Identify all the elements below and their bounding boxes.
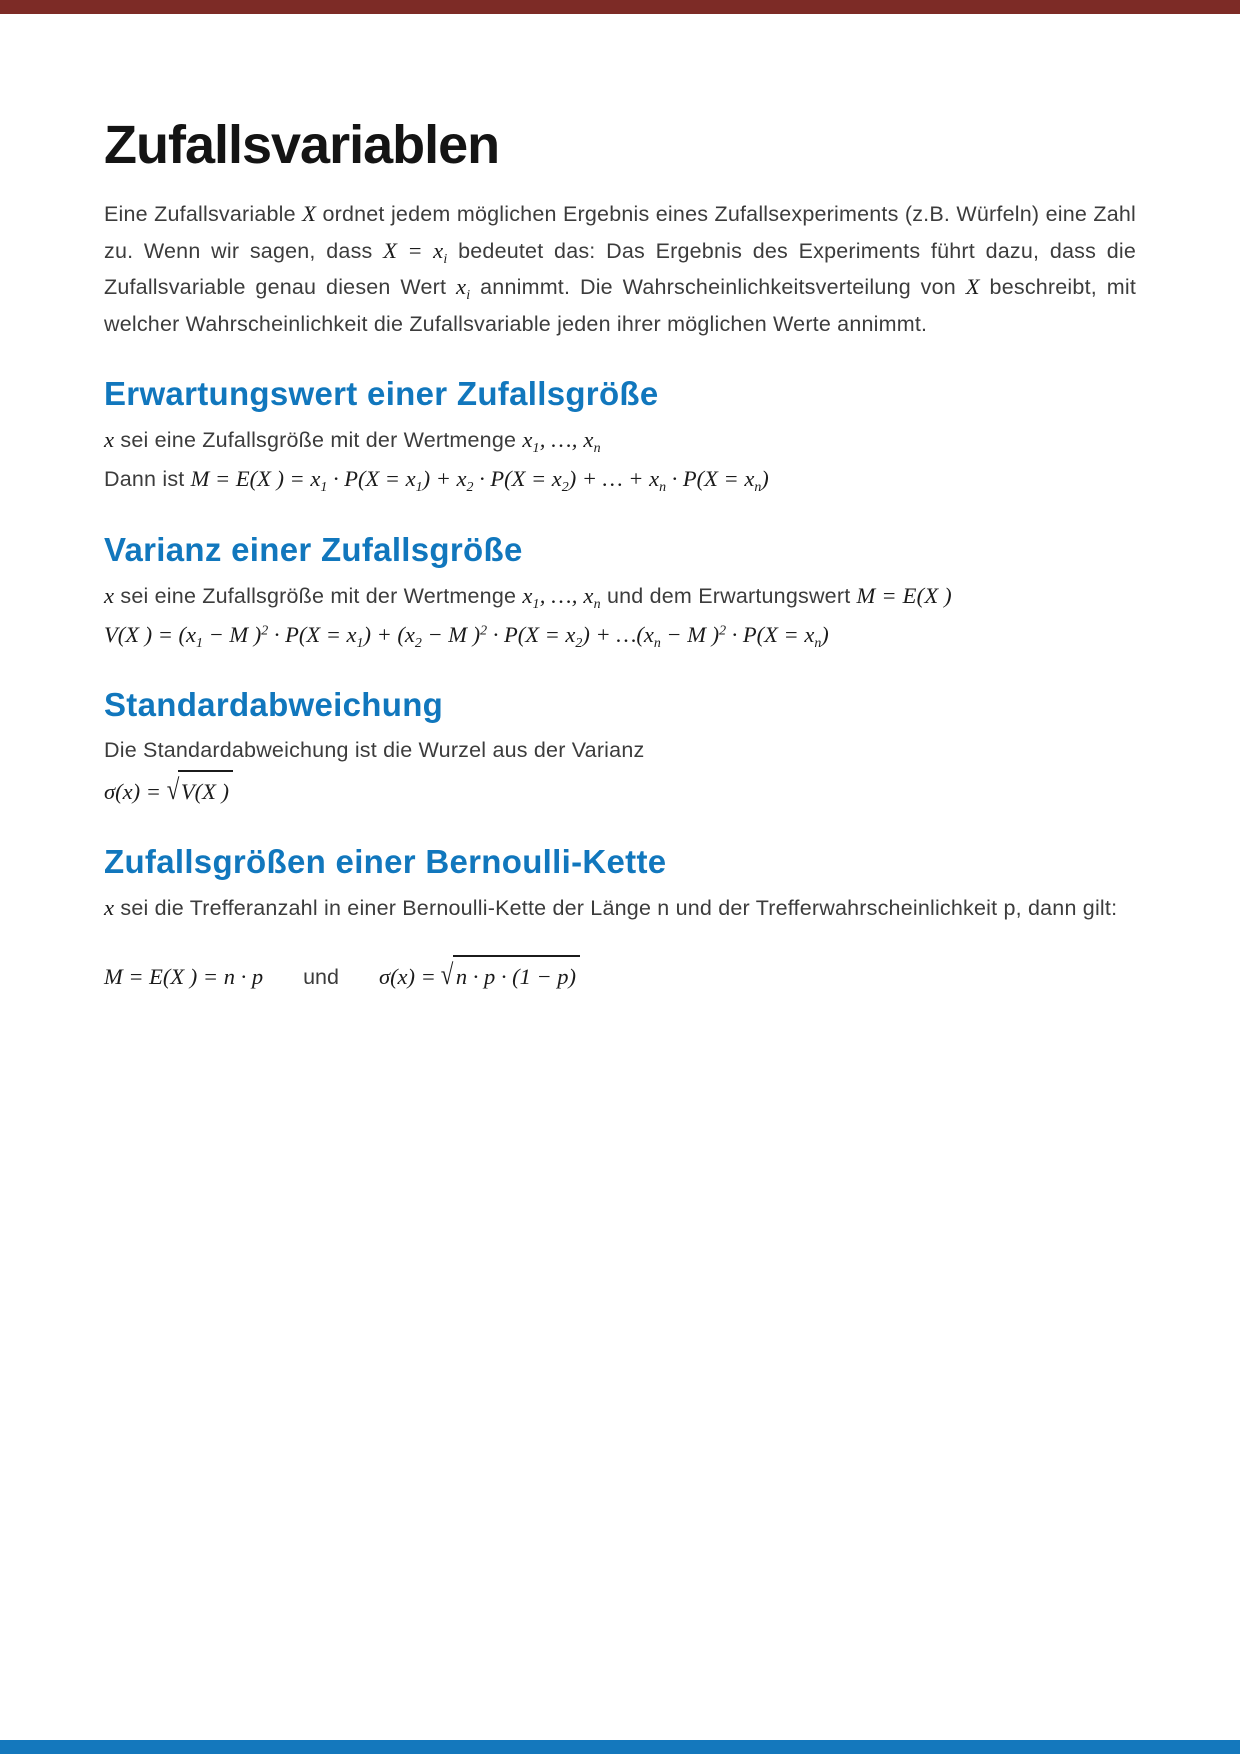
- math-segment: V(X ) = ($x_1 - M$ )$^2 \cdot P(X = x_1) + (x_2 - M$ )$^2 \cdot P(X = x_2)$ + $\dots(x_n - M$ )$^2 \cdot P(X = x_n)$: [104, 622, 829, 651]
- text-segment: sei die Trefferanzahl in einer Bernoulli-Kette der Länge n und der Trefferwahrscheinlichkeit p, dann gilt:: [114, 896, 1118, 920]
- math-segment: x: [104, 427, 115, 452]
- section-heading: Zufallsgrößen einer Bernoulli-Kette: [104, 843, 667, 880]
- page-title: Zufallsvariablen: [104, 115, 500, 175]
- text-segment: Die Standardabweichung ist die Wurzel aus der Varianz: [104, 738, 645, 762]
- text-line: [104, 891, 1136, 925]
- formula-line: [104, 770, 1136, 810]
- connector-label: und: [303, 965, 339, 989]
- text-segment: ordnet jedem möglichen Ergebnis eines Zufallsexperiments (z.B. Würfeln) eine Zahl zu. Wenn wir sagen, dass: [104, 202, 1136, 263]
- math-segment: $X = x_i$: [383, 237, 448, 267]
- math-segment: M = E(X ) = n · p: [104, 964, 264, 989]
- section-heading: Standardabweichung: [104, 686, 444, 723]
- text-segment: sei eine Zufallsgröße mit der Wertmenge: [114, 428, 523, 452]
- text-line: [104, 423, 1136, 457]
- text-line: [104, 579, 1136, 613]
- section-varianz: [104, 529, 1136, 653]
- square-root: √n · p · (1 − p): [441, 955, 580, 995]
- text-segment: und dem Erwartungswert: [600, 584, 857, 608]
- intro-paragraph: [104, 196, 1136, 342]
- section-heading: Erwartungswert einer Zufallsgröße: [104, 375, 659, 412]
- section-erwartungswert: [104, 373, 1136, 498]
- text-segment: bedeutet das: Das Ergebnis des Experiments führt dazu, dass die Zufallsvariable genau diesen Wert: [104, 238, 1136, 299]
- text-segment: sei eine Zufallsgröße mit der Wertmenge: [114, 584, 523, 608]
- math-segment: M = E(X ) = $x_1 \cdot P(X = x_1) + x_2 \cdot P(X = x_2)$ + … + $x_n \cdot P(X = x_n)$: [190, 466, 769, 495]
- text-segment: Eine Zufallsvariable: [104, 202, 303, 226]
- radical-sign-icon: √: [166, 773, 179, 806]
- square-root: √V(X ): [167, 770, 233, 810]
- math-segment: x: [104, 895, 115, 920]
- math-segment: σ(x) = √n · p · (1 − p): [379, 964, 580, 989]
- math-segment: σ(x) = √V(X ): [104, 779, 233, 804]
- section-bernoulli-kette: [104, 841, 1136, 996]
- radical-sign-icon: √: [441, 958, 454, 991]
- math-segment: M = E(X ): [856, 583, 952, 608]
- formula-line: [104, 460, 1136, 498]
- text-segment: beschreibt, mit welcher Wahrscheinlichkeit die Zufallsvariable jeden ihrer möglichen Werte annimmt.: [104, 275, 1136, 336]
- math-segment: $x_i$: [456, 274, 471, 303]
- bottom-bar: [0, 1740, 1240, 1754]
- formula-line: [104, 955, 1136, 996]
- math-segment: $x_1$, …, $x_n$: [522, 583, 601, 612]
- math-segment: X: [965, 274, 980, 299]
- section-standardabweichung: [104, 684, 1136, 810]
- text-segment: annimmt. Die Wahrscheinlichkeitsverteilung von: [470, 275, 966, 299]
- text-line: [104, 734, 1136, 767]
- math-segment: $x_1$, …, $x_n$: [522, 427, 601, 456]
- formula-line: [104, 616, 1136, 653]
- math-segment: X: [302, 201, 317, 226]
- math-segment: x: [104, 583, 115, 608]
- section-heading: Varianz einer Zufallsgröße: [104, 531, 523, 568]
- text-segment: Dann ist: [104, 467, 191, 491]
